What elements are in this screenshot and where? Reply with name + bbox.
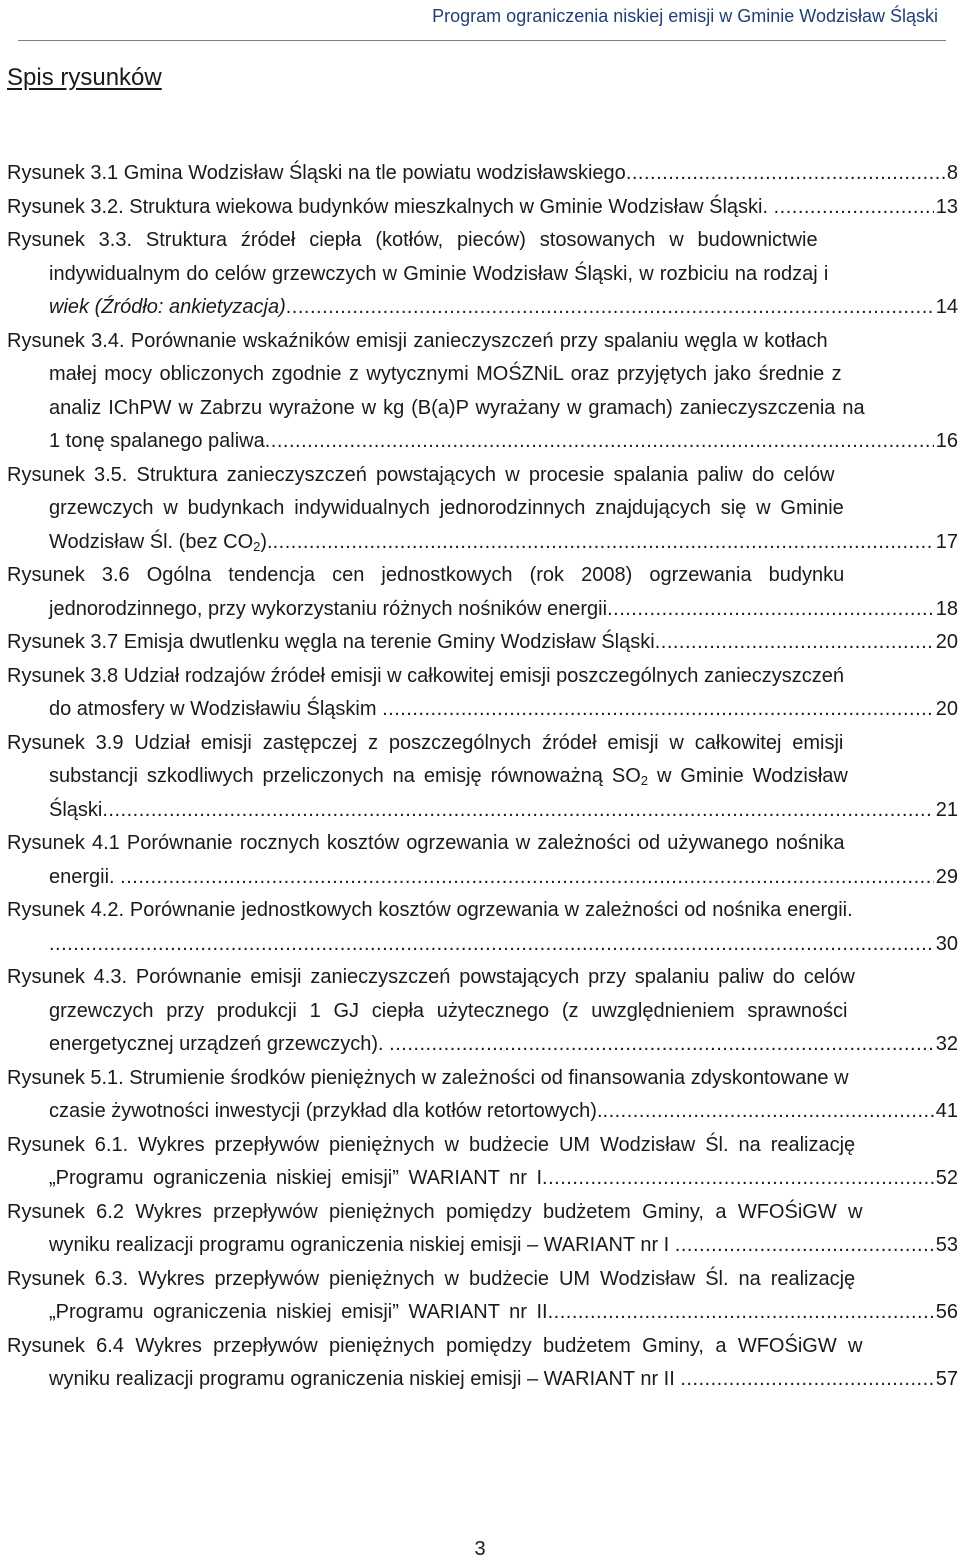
toc-page-number: 14: [935, 296, 958, 318]
toc-entry-text: grzewczych przy produkcji 1 GJ ciepła użytecznego (z uwzględnieniem sprawności: [49, 999, 848, 1022]
subscript: 2: [640, 773, 648, 788]
toc-entry-3-1[interactable]: [7, 157, 958, 191]
toc-entry-text: ).: [260, 530, 273, 553]
toc-entry-text: wyniku realizacji programu ograniczenia niskiej emisji – WARIANT nr II: [49, 1368, 681, 1390]
toc-page-number: 18: [935, 597, 958, 620]
toc-page-number: 13: [935, 195, 958, 218]
dot-leader: [286, 291, 934, 325]
toc-entry-text: Rysunek 6.1. Wykres przepływów pieniężnych w budżecie UM Wodzisław Śl. na realizację: [7, 1133, 856, 1156]
toc-page-number: 41: [935, 1100, 958, 1122]
toc-entry-text: wyniku realizacji programu ograniczenia niskiej emisji – WARIANT nr I: [49, 1234, 675, 1256]
toc-page-number: 20: [935, 631, 958, 653]
dot-leader: [542, 1162, 934, 1196]
header-divider: [18, 40, 946, 41]
toc-entry-text: Rysunek 3.6 Ogólna tendencja cen jednostkowych (rok 2008) ogrzewania budynku: [7, 564, 845, 586]
dot-leader: [774, 191, 934, 225]
toc-entry-text: Rysunek 5.1. Strumienie środków pieniężnych w zależności od finansowania zdyskontowane w: [7, 1066, 849, 1089]
page-number: 3: [474, 1538, 486, 1560]
toc-entry-3-7[interactable]: [7, 626, 958, 660]
toc-entry-text: Rysunek 6.2 Wykres przepływów pieniężnych pomiędzy budżetem Gminy, a WFOŚiGW w: [7, 1200, 863, 1223]
toc-entry-text: wiek (Źródło: ankietyzacja): [49, 296, 286, 318]
toc-entry-4-1[interactable]: [7, 827, 958, 894]
toc-entry-text: Rysunek 3.3. Struktura źródeł ciepła (kotłów, pieców) stosowanych w budownictwie: [7, 229, 818, 251]
toc-entry-text: w Gminie Wodzisław: [648, 765, 848, 787]
toc-entry-text: analiz IChPW w Zabrzu wyrażone w kg (B(a)P wyrażany w gramach) zanieczyszczenia na: [49, 396, 865, 419]
toc-page-number: 16: [935, 430, 958, 452]
toc-title: Spis rysunków: [7, 64, 162, 91]
toc-entry-text: Śląski: [49, 798, 103, 821]
toc-page-number: 17: [935, 530, 958, 553]
toc-entry-5-1[interactable]: [7, 1062, 958, 1129]
toc-entry-6-4[interactable]: [7, 1330, 958, 1397]
toc-entry-text: grzewczych w budynkach indywidualnych jednorodzinnych znajdujących się w Gminie: [49, 497, 844, 519]
dot-leader: [382, 693, 934, 727]
toc-page-number: 56: [935, 1301, 958, 1323]
dot-leader: [680, 1363, 933, 1397]
toc-entry-text: substancji szkodliwych przeliczonych na emisję równoważną SO: [49, 765, 641, 787]
toc-entry-text: „Programu ograniczenia niskiej emisji” WARIANT nr I: [49, 1167, 543, 1189]
toc-entry-text: jednorodzinnego, przy wykorzystaniu różnych nośników energii: [49, 597, 608, 620]
toc-entry-text: Rysunek 3.7 Emisja dwutlenku węgla na terenie Gminy Wodzisław Śląski: [7, 631, 655, 653]
toc-entry-6-1[interactable]: [7, 1129, 958, 1196]
toc-entry-text: małej mocy obliczonych zgodnie z wytycznymi MOŚZNiL oraz przyjętych jako średnie z: [49, 363, 842, 385]
toc-page-number: 52: [935, 1167, 958, 1189]
subscript: 2: [253, 538, 261, 554]
toc-entry-3-2[interactable]: [7, 191, 958, 225]
dot-leader: [655, 626, 934, 660]
toc-entry-text: indywidualnym do celów grzewczych w Gminie Wodzisław Śląski, w rozbiciu na rodzaj i: [49, 262, 829, 285]
toc-entry-6-2[interactable]: [7, 1196, 958, 1263]
toc-entry-text: Rysunek 3.9 Udział emisji zastępczej z poszczególnych źródeł emisji w całkowitej emisji: [7, 731, 844, 754]
toc-entry-text: „Programu ograniczenia niskiej emisji” WARIANT nr II: [49, 1301, 548, 1323]
toc-entry-3-8[interactable]: [7, 660, 958, 727]
dot-leader: [675, 1229, 934, 1263]
dot-leader: [607, 593, 934, 627]
dot-leader: [265, 425, 934, 459]
toc-entry-text: do atmosfery w Wodzisławiu Śląskim: [49, 698, 383, 720]
toc-page-number: 21: [935, 798, 958, 821]
toc-entry-3-5[interactable]: [7, 459, 958, 560]
dot-leader: [548, 1296, 934, 1330]
toc-entry-text: Rysunek 3.4. Porównanie wskaźników emisji zanieczyszczeń przy spalaniu węgla w kotłach: [7, 329, 828, 352]
dot-leader: [273, 526, 934, 560]
toc-entry-text: czasie żywotności inwestycji (przykład dla kotłów retortowych).: [49, 1100, 603, 1122]
toc-page-number: 57: [935, 1368, 958, 1390]
toc-entry-text: Rysunek 3.1 Gmina Wodzisław Śląski na tle powiatu wodzisławskiego: [7, 162, 626, 184]
dot-leader: [49, 928, 934, 962]
toc-entry-6-3[interactable]: [7, 1263, 958, 1330]
toc-entry-text: Rysunek 4.2. Porównanie jednostkowych kosztów ogrzewania w zależności od nośnika energii.: [7, 899, 853, 921]
dot-leader: [603, 1095, 934, 1129]
toc-page-number: 29: [935, 865, 958, 888]
toc-entry-text: Rysunek 4.3. Porównanie emisji zanieczyszczeń powstających przy spalaniu paliw do celów: [7, 966, 855, 988]
toc-entry-text: Rysunek 3.2. Struktura wiekowa budynków mieszkalnych w Gminie Wodzisław Śląski.: [7, 195, 774, 218]
toc-entry-3-6[interactable]: [7, 559, 958, 626]
toc-entry-text: Rysunek 6.4 Wykres przepływów pieniężnych pomiędzy budżetem Gminy, a WFOŚiGW w: [7, 1334, 863, 1357]
dot-leader: [389, 1028, 934, 1062]
toc-page-number: 32: [935, 1033, 958, 1055]
toc-entry-text: Rysunek 3.8 Udział rodzajów źródeł emisji w całkowitej emisji poszczególnych zanieczyszczeń: [7, 664, 845, 687]
toc-page-number: 8: [946, 162, 958, 184]
running-header: Program ograniczenia niskiej emisji w Gminie Wodzisław Śląski: [432, 6, 938, 26]
toc-entry-text: Rysunek 4.1 Porównanie rocznych kosztów ogrzewania w zależności od używanego nośnika: [7, 832, 845, 854]
toc-entry-4-3[interactable]: [7, 961, 958, 1062]
list-of-figures: [7, 157, 958, 1397]
dot-leader: [102, 794, 933, 828]
toc-entry-text: energii.: [49, 865, 121, 888]
toc-entry-text: 1 tonę spalanego paliwa: [49, 430, 265, 452]
toc-entry-3-4[interactable]: [7, 325, 958, 459]
dot-leader: [626, 157, 945, 191]
toc-entry-3-9[interactable]: [7, 727, 958, 828]
toc-entry-text: energetycznej urządzeń grzewczych).: [49, 1033, 390, 1055]
toc-page-number: 53: [935, 1234, 958, 1256]
dot-leader: [120, 861, 934, 895]
toc-entry-3-3[interactable]: [7, 224, 958, 325]
toc-page-number: 30: [935, 932, 958, 955]
toc-page-number: 20: [935, 698, 958, 720]
toc-entry-text: Wodzisław Śl. (bez CO: [49, 530, 254, 553]
toc-entry-4-2[interactable]: [7, 894, 958, 961]
toc-entry-text: Rysunek 3.5. Struktura zanieczyszczeń powstających w procesie spalania paliw do celów: [7, 463, 835, 486]
toc-entry-text: Rysunek 6.3. Wykres przepływów pieniężnych w budżecie UM Wodzisław Śl. na realizację: [7, 1267, 856, 1290]
